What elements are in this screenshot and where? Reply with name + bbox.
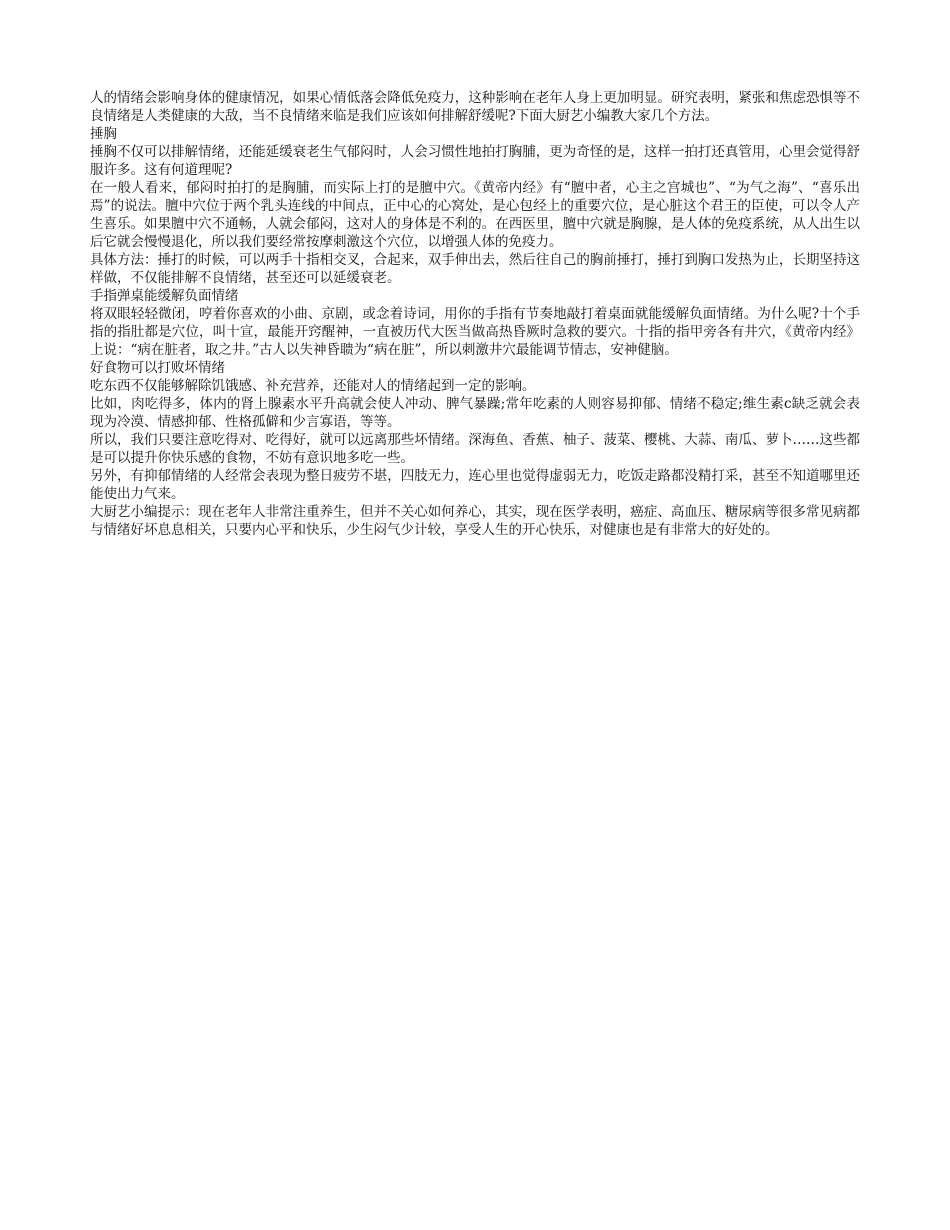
food-intro-paragraph: 吃东西不仅能够解除饥饿感、补充营养，还能对人的情绪起到一定的影响。: [90, 378, 536, 394]
editor-tip-paragraph: 大厨艺小编提示：现在老年人非常注重养生，但并不关心如何养心，其实，现在医学表明，癌症、高血压、糖尿病等很多常见病都与情绪好坏息息相关，只要内心平和快乐，少生闷气少计较，享受人生的开心快乐，对健康也是有非常大的好处的。: [90, 504, 860, 538]
section-heading-chest-beating: 捶胸: [90, 126, 117, 142]
food-list-paragraph: 所以，我们只要注意吃得对、吃得好，就可以远离那些坏情绪。深海鱼、香蕉、柚子、菠菜、樱桃、大蒜、南瓜、萝卜……这些都是可以提升你快乐感的食物，不妨有意识地多吃一些。: [90, 432, 860, 466]
finger-tapping-paragraph: 将双眼轻轻微闭，哼着你喜欢的小曲、京剧，或念着诗词，用你的手指有节奏地敲打着桌面就能缓解负面情绪。为什么呢?十个手指的指肚都是穴位，叫十宣，最能开窍醒神，一直被历代大医当做高热昏厥时急救的要穴。十指的指甲旁各有井穴，《黄帝内经》上说：“病在脏者，取之井。”古人以失神昏聩为“病在脏”，所以刺激井穴最能调节情志，安神健脑。: [90, 306, 860, 358]
method-paragraph: 具体方法：捶打的时候，可以两手十指相交叉，合起来，双手伸出去，然后往自己的胸前捶打，捶打到胸口发热为止，长期坚持这样做，不仅能排解不良情绪，甚至还可以延缓衰老。: [90, 252, 860, 286]
acupoint-paragraph: 在一般人看来，郁闷时拍打的是胸脯，而实际上打的是膻中穴。《黄帝内经》有“膻中者，心主之宫城也”、“为气之海”、“喜乐出焉”的说法。膻中穴位于两个乳头连线的中间点，正中心的心窝处，是心包经上的重要穴位，是心脏这个君王的臣使，可以令人产生喜乐。如果膻中穴不通畅，人就会郁闷，这对人的身体是不利的。在西医里，膻中穴就是胸腺，是人体的免疫系统，从人出生以后它就会慢慢退化，所以我们要经常按摩刺激这个穴位，以增强人体的免疫力。: [90, 180, 860, 250]
section-heading-good-food: 好食物可以打败坏情绪: [90, 360, 225, 376]
food-example-paragraph: 比如，肉吃得多，体内的肾上腺素水平升高就会使人冲动、脾气暴躁;常年吃素的人则容易抑郁、情绪不稳定;维生素c缺乏就会表现为冷漠、情感抑郁、性格孤僻和少言寡语，等等。: [90, 396, 860, 430]
depression-paragraph: 另外，有抑郁情绪的人经常会表现为整日疲劳不堪，四肢无力，连心里也觉得虚弱无力，吃饭走路都没精打采，甚至不知道哪里还能使出力气来。: [90, 468, 860, 502]
chest-beating-paragraph: 捶胸不仅可以排解情绪，还能延缓衰老生气郁闷时，人会习惯性地拍打胸脯，更为奇怪的是，这样一拍打还真管用，心里会觉得舒服许多。这有何道理呢?: [90, 144, 860, 178]
intro-paragraph: 人的情绪会影响身体的健康情况，如果心情低落会降低免疫力，这种影响在老年人身上更加明显。研究表明，紧张和焦虑恐惧等不良情绪是人类健康的大敌，当不良情绪来临是我们应该如何排解舒缓呢?下面大厨艺小编教大家几个方法。: [90, 90, 860, 124]
article-body: [90, 89, 860, 539]
section-heading-finger-tapping: 手指弹桌能缓解负面情绪: [90, 288, 239, 304]
